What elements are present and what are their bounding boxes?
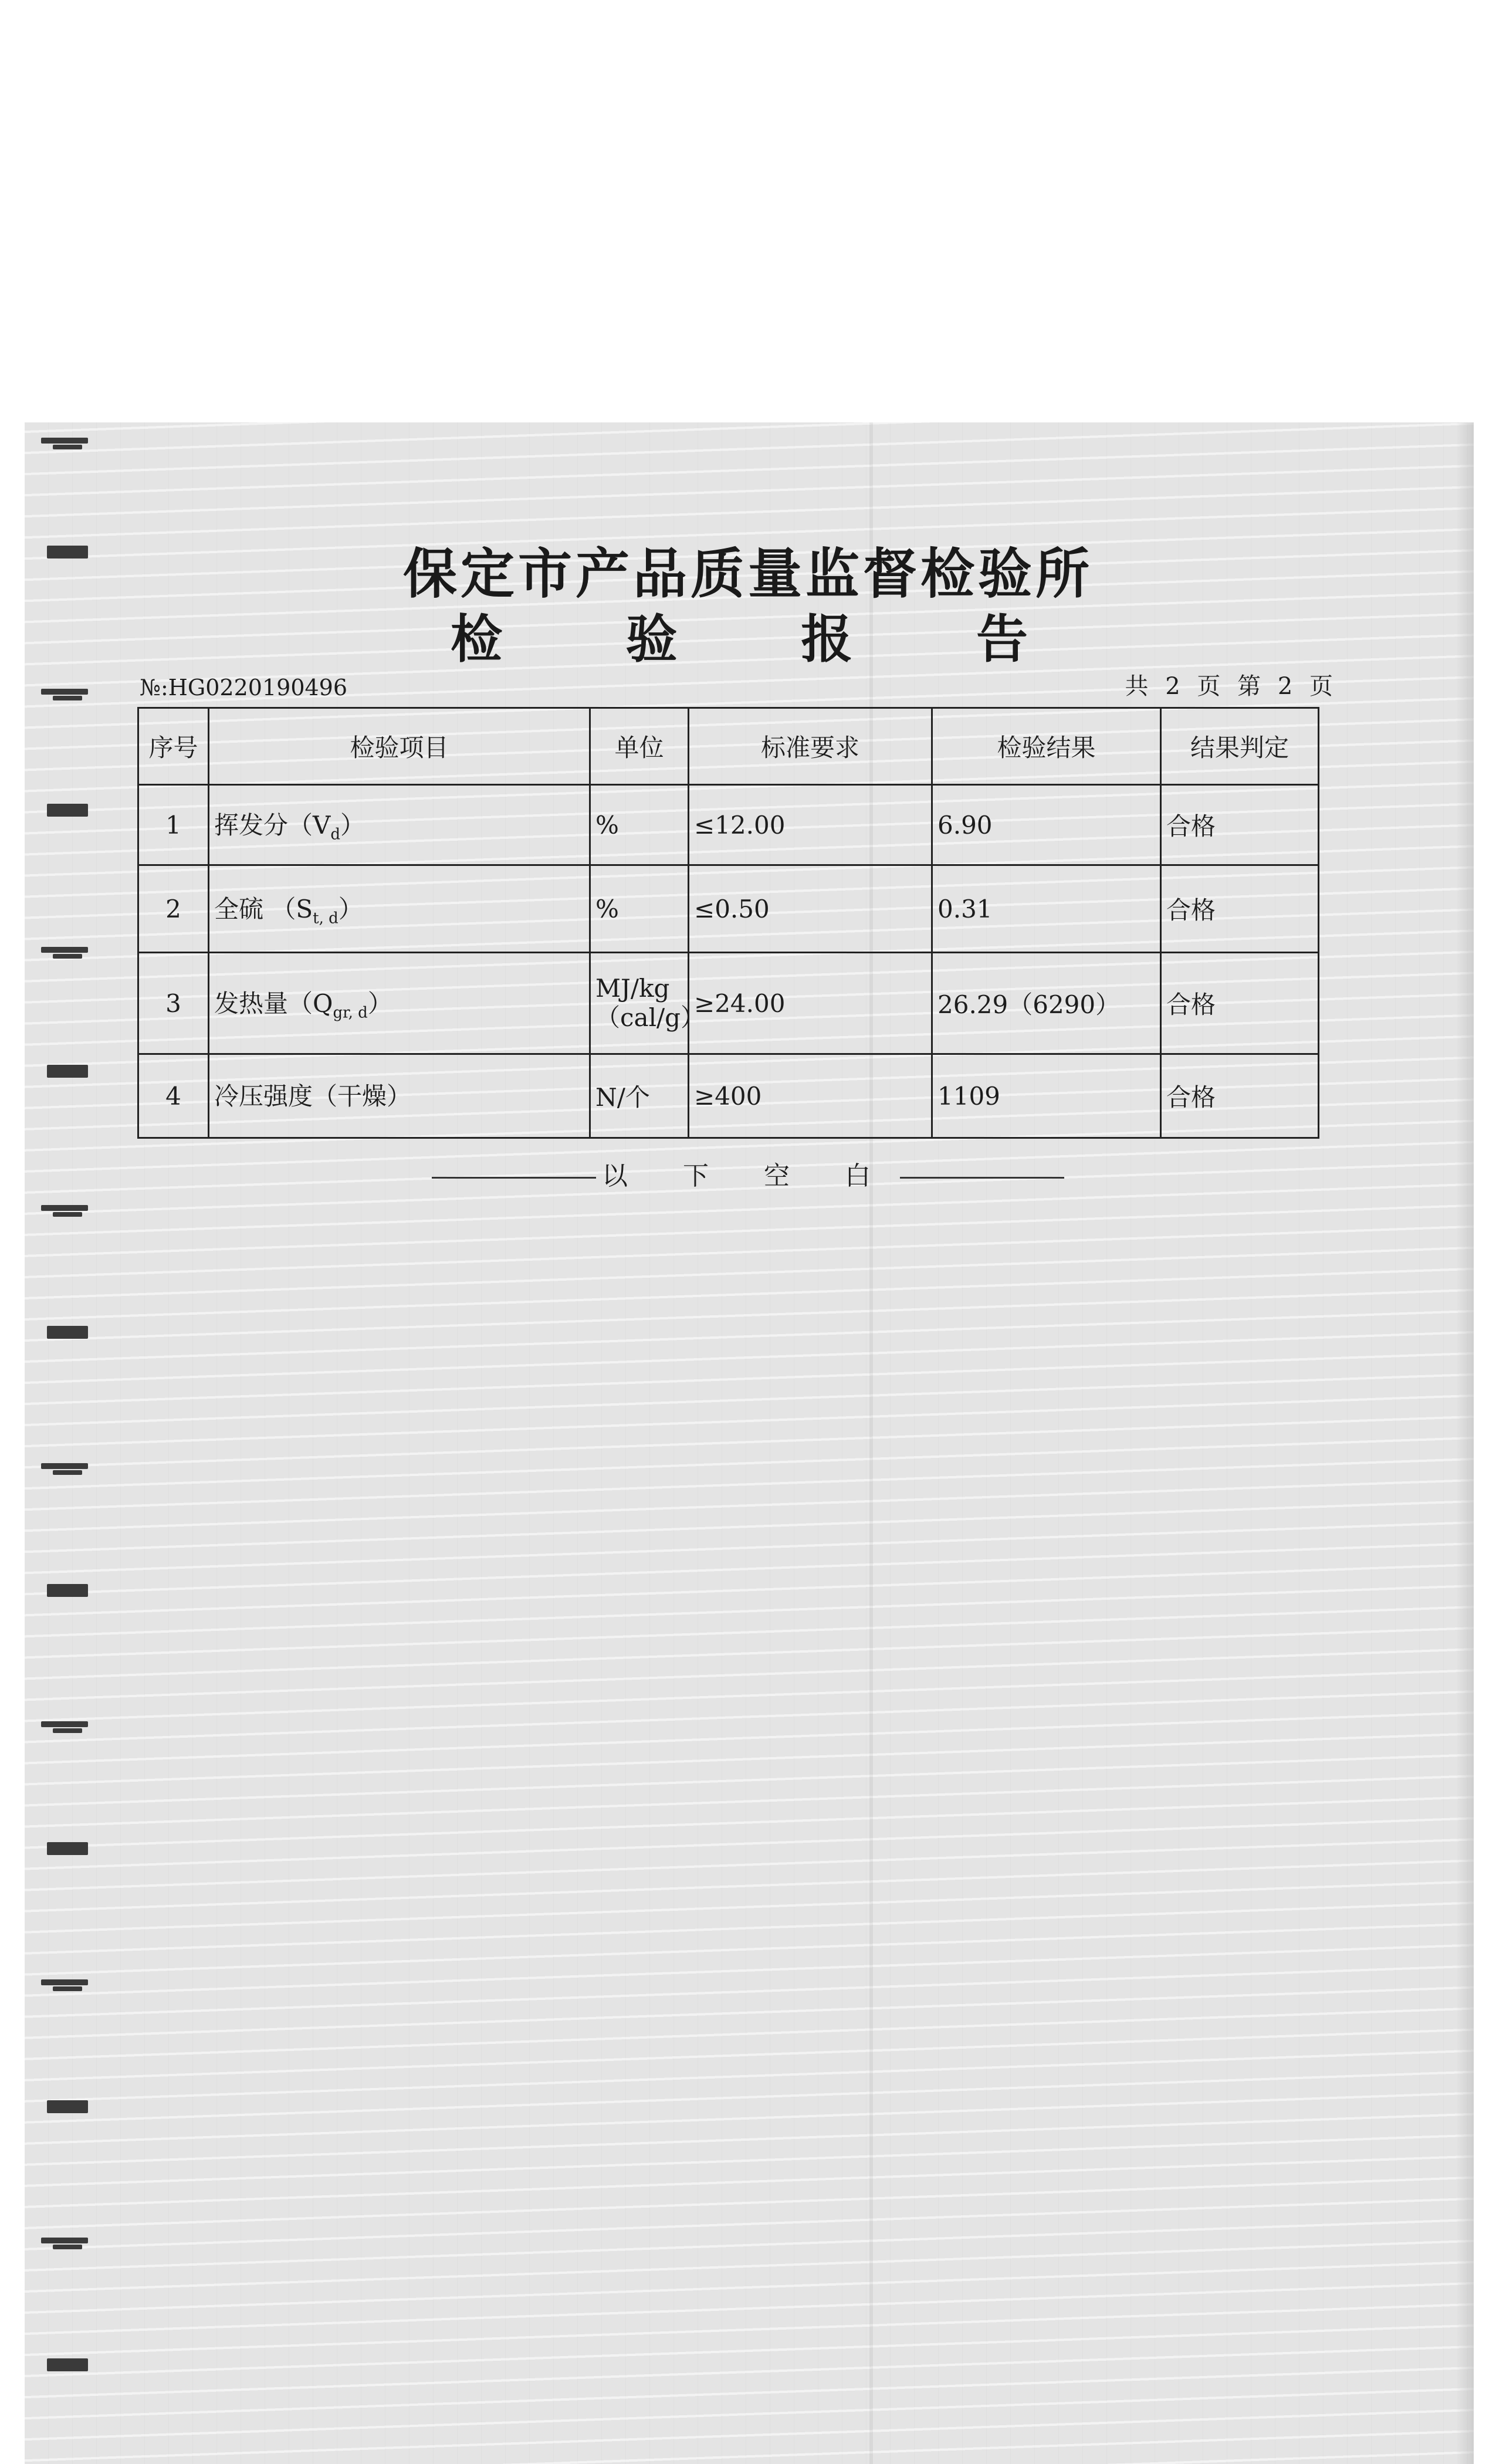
cell-seq: 3 [138,953,209,1054]
table-row [138,865,1319,953]
results-table [137,707,1319,1139]
cell-verdict: 合格 [1161,953,1319,1054]
cell-verdict: 合格 [1161,1054,1319,1138]
cell-item [209,785,590,865]
report-number: №:HG0220190496 [140,675,348,700]
col-header-verdict: 结果判定 [1161,708,1319,785]
cell-unit: % [590,865,689,953]
item-subscript: gr, d [333,1004,368,1022]
cell-item [209,953,590,1054]
dash-right [900,1177,1064,1179]
table-row [138,1054,1319,1138]
table-row [138,785,1319,865]
item-subscript: t, d [313,909,339,928]
cell-result: 1109 [932,1054,1161,1138]
report-title: 检 验 报 告 [451,608,1081,669]
binding-hole-mark [35,2353,100,2378]
binding-hole-mark [35,1836,100,1862]
binding-hole-mark [35,429,100,455]
binding-hole-mark [35,681,100,706]
item-name: 冷压强度（干燥） [214,1082,412,1111]
cell-standard: ≤0.50 [689,865,932,953]
cell-seq: 4 [138,1054,209,1138]
item-tail: ） [367,989,392,1018]
cell-seq: 2 [138,865,209,953]
binding-hole-mark [35,1455,100,1481]
binding-hole-mark [35,1320,100,1346]
col-header-item: 检验项目 [209,708,590,785]
cell-item [209,865,590,953]
binding-hole-mark [35,2229,100,2255]
binding-hole-mark [35,939,100,964]
col-header-seq: 序号 [138,708,209,785]
binding-hole-mark [35,1713,100,1739]
binding-hole-mark [35,1971,100,1997]
table-header-row [138,708,1319,785]
binding-hole-mark [35,1578,100,1604]
item-tail: ） [338,895,363,924]
cell-result: 26.29（6290） [932,953,1161,1054]
col-header-result: 检验结果 [932,708,1161,785]
item-name: 挥发分（V [214,811,331,840]
institute-title: 保定市产品质量监督检验所 [402,542,1093,605]
cell-unit: % [590,785,689,865]
cell-verdict: 合格 [1161,785,1319,865]
col-header-unit: 单位 [590,708,689,785]
col-header-standard: 标准要求 [689,708,932,785]
cell-standard: ≥400 [689,1054,932,1138]
blank-text: 以 下 空 白 [602,1161,894,1191]
binding-hole-mark [35,1059,100,1085]
binding-hole-mark [35,798,100,824]
binding-hole-mark [35,2094,100,2120]
cell-seq: 1 [138,785,209,865]
item-subscript: d [330,825,340,844]
page-info: 共 2 页 第 2 页 [1125,673,1338,700]
cell-standard: ≥24.00 [689,953,932,1054]
item-name: 发热量（Q [214,989,333,1018]
cell-item [209,1054,590,1138]
cell-result: 0.31 [932,865,1161,953]
cell-standard: ≤12.00 [689,785,932,865]
cell-unit: MJ/kg（cal/g） [590,953,689,1054]
cell-verdict: 合格 [1161,865,1319,953]
blank-below-notice [0,1155,1496,1192]
cell-result: 6.90 [932,785,1161,865]
table-row [138,953,1319,1054]
dash-left [432,1177,596,1179]
item-name: 全硫 （S [214,895,313,924]
item-tail: ） [340,811,365,840]
sheet-edge-shadow [1456,422,1474,2464]
binding-hole-mark [35,1197,100,1223]
cell-unit: N/个 [590,1054,689,1138]
